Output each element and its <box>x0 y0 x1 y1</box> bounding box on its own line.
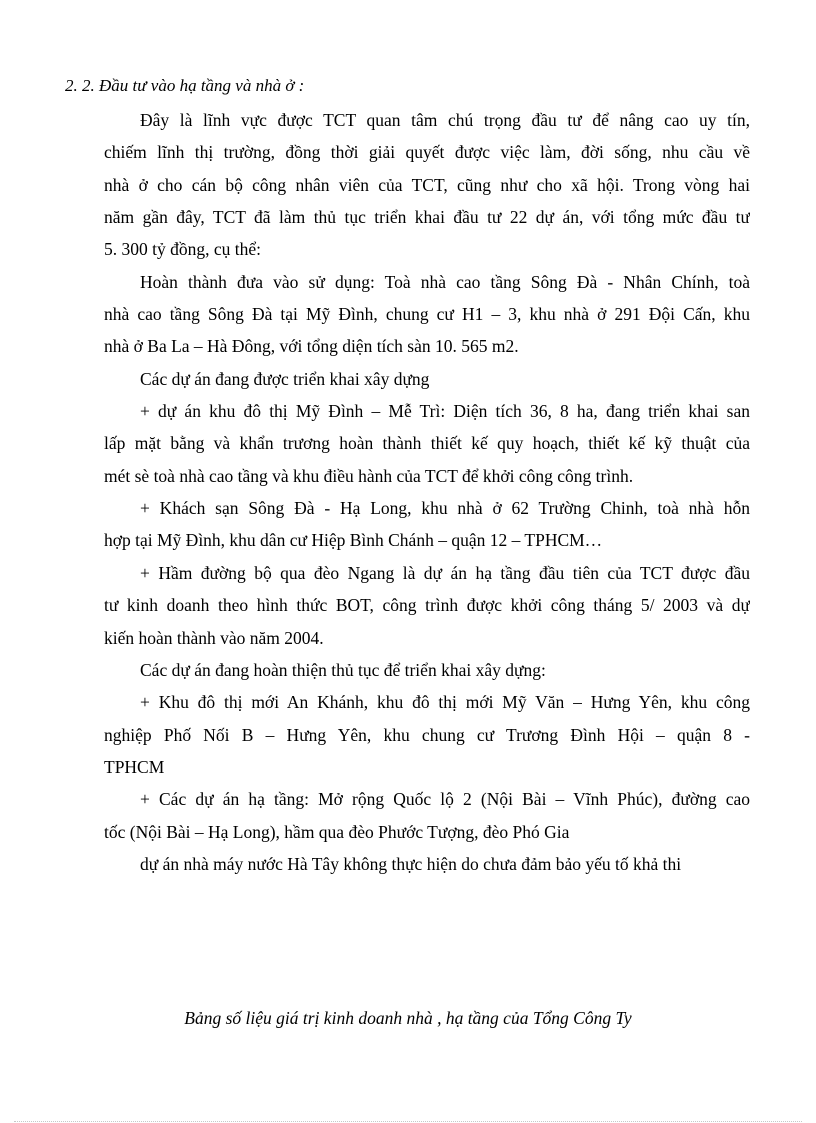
text-line: + Khu đô thị mới An Khánh, khu đô thị mới Mỹ Văn – Hưng Yên, khu công <box>140 692 750 713</box>
table-caption: Bảng số liệu giá trị kinh doanh nhà , hạ tầng của Tổng Công Ty <box>184 1008 632 1028</box>
text-line: Các dự án đang hoàn thiện thủ tục để triển khai xây dựng: <box>140 659 546 680</box>
text-line: + Các dự án hạ tầng: Mở rộng Quốc lộ 2 (Nội Bài – Vĩnh Phúc), đường cao <box>140 789 750 810</box>
text-line: hợp tại Mỹ Đình, khu dân cư Hiệp Bình Chánh – quận 12 – TPHCM… <box>104 530 603 551</box>
section-heading: 2. 2. Đầu tư vào hạ tầng và nhà ở : <box>65 76 305 95</box>
text-line: nhà ở Ba La – Hà Đông, với tổng diện tích sàn 10. 565 m2. <box>104 336 519 357</box>
text-line: năm gần đây, TCT đã làm thủ tục triển khai đầu tư 22 dự án, với tổng mức đầu tư <box>104 207 750 228</box>
text-line: lấp mặt bằng và khẩn trương hoàn thành thiết kế quy hoạch, thiết kế kỹ thuật của <box>104 433 750 454</box>
text-line: kiến hoàn thành vào năm 2004. <box>104 627 324 648</box>
text-line: nhà ở cho cán bộ công nhân viên của TCT, cũng như cho xã hội. Trong vòng hai <box>104 174 750 195</box>
text-line: + Hầm đường bộ qua đèo Ngang là dự án hạ tầng đầu tiên của TCT được đầu <box>140 562 750 583</box>
text-line: 5. 300 tỷ đồng, cụ thể: <box>104 239 261 260</box>
page-bottom-divider <box>14 1121 802 1122</box>
text-line: dự án nhà máy nước Hà Tây không thực hiện do chưa đảm bảo yếu tố khả thi <box>140 853 682 874</box>
text-line: tốc (Nội Bài – Hạ Long), hầm qua đèo Phước Tượng, đèo Phó Gia <box>104 821 570 842</box>
text-line: TPHCM <box>104 756 165 777</box>
text-line: Hoàn thành đưa vào sử dụng: Toà nhà cao tầng Sông Đà - Nhân Chính, toà <box>140 271 750 292</box>
text-line: nghiệp Phố Nối B – Hưng Yên, khu chung cư Trương Đình Hội – quận 8 - <box>104 724 750 745</box>
text-line: + Khách sạn Sông Đà - Hạ Long, khu nhà ở 62 Trường Chinh, toà nhà hỗn <box>140 498 750 519</box>
text-line: chiếm lĩnh thị trường, đồng thời giải quyết được việc làm, đời sống, nhu cầu về <box>104 142 750 163</box>
text-line: nhà cao tầng Sông Đà tại Mỹ Đình, chung cư H1 – 3, khu nhà ở 291 Đội Cấn, khu <box>104 304 750 325</box>
text-line: + dự án khu đô thị Mỹ Đình – Mễ Trì: Diện tích 36, 8 ha, đang triển khai san <box>140 401 750 422</box>
text-line: mét sè toà nhà cao tầng và khu điều hành của TCT để khởi công công trình. <box>104 465 634 486</box>
text-line: tư kinh doanh theo hình thức BOT, công trình được khởi công tháng 5/ 2003 và dự <box>104 595 750 616</box>
document-body <box>104 104 750 880</box>
text-line: Các dự án đang được triển khai xây dựng <box>140 368 430 389</box>
text-line: Đây là lĩnh vực được TCT quan tâm chú trọng đầu tư để nâng cao uy tín, <box>140 110 750 130</box>
